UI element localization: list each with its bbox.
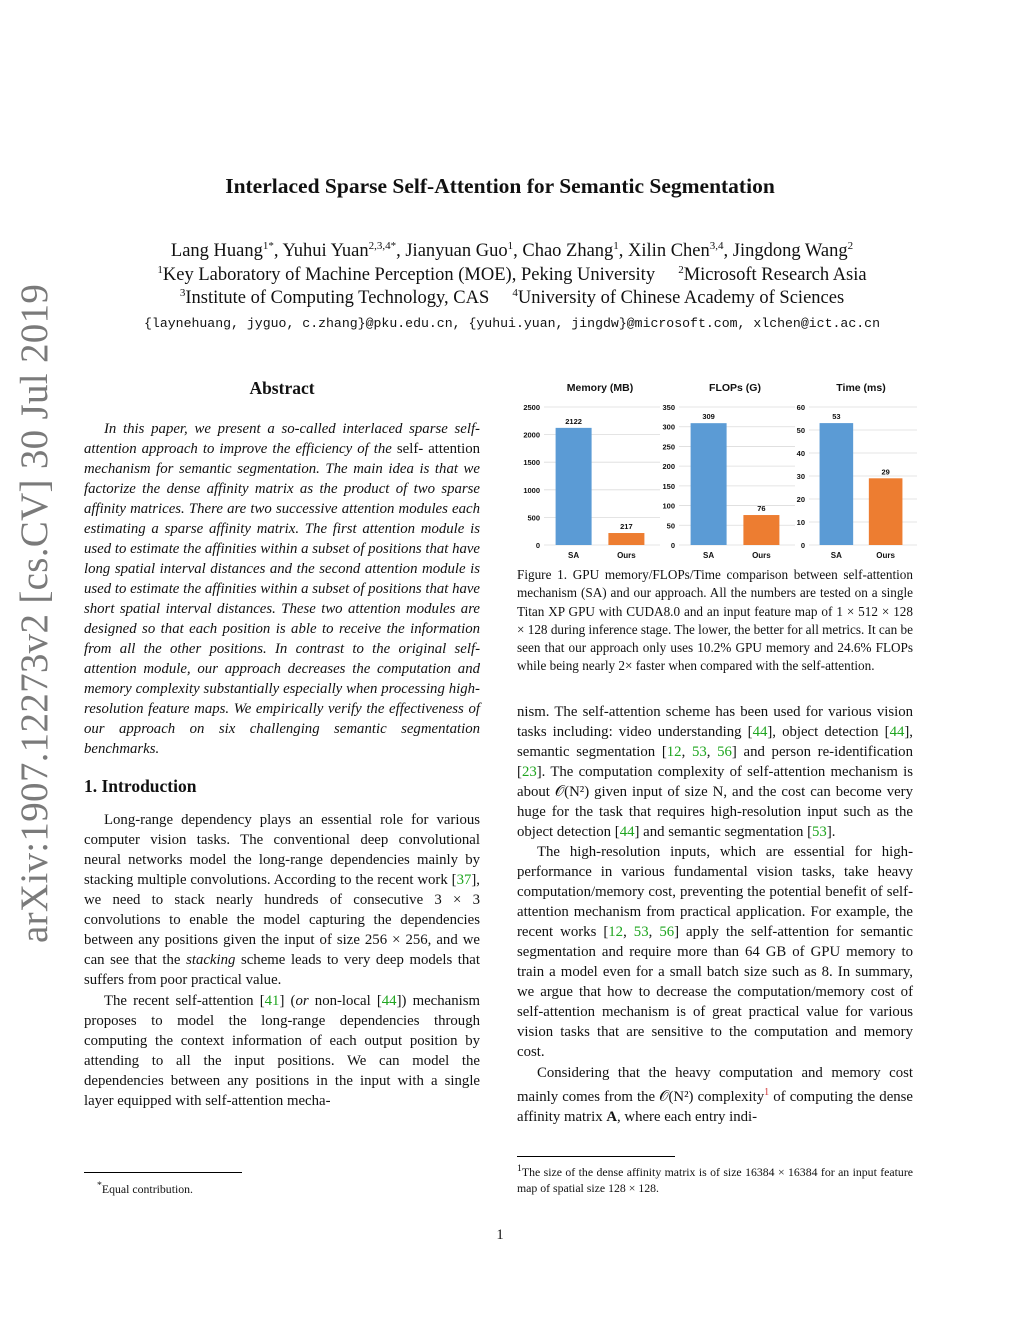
bar-value-label: 2122 [565,416,582,426]
citation-link[interactable]: 23 [521,764,537,780]
footnote-link[interactable]: 1 [764,1087,770,1098]
y-tick-label: 1000 [523,485,540,495]
x-tick-label: SA [568,551,580,560]
y-tick-label: 30 [796,472,805,481]
y-tick-label: 150 [662,481,675,491]
author: Jingdong Wang [732,241,848,262]
figure-1-chart [510,375,920,565]
bar-value-label: 217 [620,522,633,532]
bar-ours [743,515,779,545]
footnote-rule [84,1172,242,1173]
citation-link[interactable]: 44 [752,724,768,740]
y-tick-label: 250 [662,442,675,452]
intro-paragraph: Considering that the heavy computation and memory cost mainly comes from the 𝒪(N²) complexity$^1$ of computing the dense affinity matrix A, where each entry indi- [517,1065,913,1125]
figure-caption: Figure 1. GPU memory/FLOPs/Time comparison between self-attention mechanism (SA) and our approach. All the numbers are tested on a single Titan XP GPU with CUDA8.0 and an input feature map of 1 × 512 × 128 × 128 during inference stage. The lower, the better for all metrics. It can be seen that our approach only uses 10.2% GPU memory and 24.6% FLOPs while being nearly 2× faster when compared with the self-attention. [517,567,913,674]
bar-sa [556,428,592,545]
author-line: Lang Huang$^{1*}$, Yuhui Yuan$^{2,3,4*}$, Jianyuan Guo$^1$, Chao Zhang$^1$, Xilin Chen$^{3,4}$, Jingdong Wang$^2$ [170,240,854,262]
y-tick-label: 1500 [523,458,540,468]
citation-link[interactable]: 44 [381,993,397,1009]
bar-sa [691,423,727,545]
right-column [517,702,913,1127]
x-tick-label: SA [830,551,842,560]
affiliation: Institute of Computing Technology, CAS [185,288,490,309]
affiliation: University of Chinese Academy of Sciences [517,288,845,309]
bar-value-label: 53 [832,412,841,422]
footnote-rule [517,1156,675,1157]
citation-link[interactable]: 12 [666,744,682,760]
bar-ours [608,533,644,545]
citation-link[interactable]: 44 [889,724,905,740]
y-tick-label: 100 [662,501,675,511]
affiliation: Microsoft Research Asia [683,265,867,286]
bar-sa [820,423,854,545]
y-tick-label: 350 [662,403,675,412]
bar-value-label: 76 [757,504,766,514]
y-tick-label: 0 [800,541,805,550]
abstract-heading: Abstract [249,378,315,398]
author: Lang Huang [170,241,263,262]
citation-link[interactable]: 53 [633,924,649,940]
citation-link[interactable]: 56 [717,744,732,760]
intro-paragraph: The high-resolution inputs, which are essential for high-performance in various fundamental vision tasks, take heavy computation/memory cost, preventing the potential benefit of self-attention mechanism from practical application. For example, the recent works [12, 53, 56] apply the self-attention for semantic segmentation and require more than 64 GB of GPU memory to train a model even for a small batch size such as 8. In summary, we argue that how to decrease the computation/memory cost of self-attention mechanism is of great practical value for various vision tasks that are sensitive to the computation and memory cost. [517,844,913,1060]
bar-value-label: 29 [881,467,890,477]
author-emails: {laynehuang, jyguo, c.zhang}@pku.edu.cn, {yuhui.yuan, jingdw}@microsoft.com, xlchen@ict.ac.cn [144,316,880,331]
citation-link[interactable]: 53 [691,744,707,760]
y-tick-label: 300 [662,422,675,432]
intro-paragraph: nism. The self-attention scheme has been used for various vision tasks including: video understanding [44], object detection [44], semantic segmentation [12, 53, 56] and person re-identification [23]. The computation complexity of self-attention mechanism is about 𝒪(N²) given input of size N, and the cost can become very huge for the task that requires high-resolution input such as the object detection [44] and semantic segmentation [53]. [517,704,914,840]
chart-title: Memory (MB) [566,382,634,394]
y-tick-label: 0 [535,541,540,550]
y-tick-label: 2500 [523,403,540,412]
y-tick-label: 500 [527,513,540,523]
citation-link[interactable]: 56 [659,924,675,940]
y-tick-label: 2000 [523,430,540,440]
y-tick-label: 50 [796,426,805,435]
paper-title: Interlaced Sparse Self-Attention for Semantic Segmentation [225,174,775,198]
footnote-equal: *Equal contribution. [97,1180,194,1196]
x-tick-label: Ours [876,551,895,560]
x-tick-label: SA [703,551,715,560]
chart-title: Time (ms) [836,382,886,394]
citation-link[interactable]: 53 [812,824,827,840]
chart-title: FLOPs (G) [709,382,761,394]
author: Yuhui Yuan [282,241,369,262]
citation-link[interactable]: 37 [456,872,472,888]
citation-link[interactable]: 12 [608,924,624,940]
intro-paragraph: The recent self-attention [41] (or non-local [44]) mechanism proposes to model the long-range dependencies through computing the context information of each output position by attending to all the input positions. We can model the dependencies between any positions in the input with a single layer equipped with self-attention mecha- [84,993,480,1109]
x-tick-label: Ours [752,551,771,560]
footnote-affinity: $^1$The size of the dense affinity matrix is of size 16384 × 16384 for an input feature map of spatial size 128 × 128. [517,1163,913,1196]
citation-link[interactable]: 41 [264,993,280,1009]
affiliation-line: $^3$Institute of Computing Technology, CAS $^4$University of Chinese Academy of Sciences [179,287,845,309]
citation-link[interactable]: 44 [619,824,635,840]
y-tick-label: 50 [666,521,675,531]
y-tick-label: 0 [670,541,675,550]
bar-value-label: 309 [702,412,715,422]
intro-paragraph: Long-range dependency plays an essential role for various computer vision tasks. The conventional deep convolutional neural networks model the long-range dependencies mainly by stacking multiple convolutions. According to the recent work [37], we need to stack nearly hundreds of consecutive 3 × 3 convolutions to enable the model capturing the dependencies between any positions given the input of size 256 × 256, and we can see that the stacking scheme leads to very deep models that suffers from poor practical value. [84,812,480,988]
arxiv-stamp: arXiv:1907.12273v2 [cs.CV] 30 Jul 2019 [13,283,56,943]
y-tick-label: 200 [662,462,675,472]
affiliation: Key Laboratory of Machine Perception (MOE), Peking University [162,265,656,286]
author: Jianyuan Guo [405,241,508,262]
x-tick-label: Ours [617,551,636,560]
intro-heading: 1. Introduction [84,776,197,796]
y-tick-label: 60 [796,403,805,412]
y-tick-label: 10 [796,518,805,527]
bar-ours [869,478,903,545]
y-tick-label: 20 [796,495,805,504]
affiliation-line: $^1$Key Laboratory of Machine Perception (MOE), Peking University $^2$Microsoft Research Asia [157,264,867,286]
author: Xilin Chen [628,241,710,262]
y-tick-label: 40 [796,449,805,458]
author: Chao Zhang [522,241,614,262]
abstract-paragraph: In this paper, we present a so-called interlaced sparse self-attention approach to improve the efficiency of the self- attention mechanism for semantic segmentation. The main idea is that we factorize the dense affinity matrix as the product of two sparse affinity matrices. There are two successive attention modules each estimating a sparse affinity matrix. The first attention module is used to estimate the affinities within a subset of positions that have long spatial interval distances and the second attention module is used to estimate the affinities within a subset of positions that have short spatial interval distances. These two attention modules are designed so that each position is able to receive the information from all the other positions. In contrast to the original self-attention module, our approach decreases the computation and memory complexity substantially especially when processing high-resolution feature maps. We empirically verify the effectiveness of our approach on six challenging semantic segmentation benchmarks. [84,421,481,757]
left-column [84,378,480,1111]
page-number: 1 [496,1227,504,1243]
